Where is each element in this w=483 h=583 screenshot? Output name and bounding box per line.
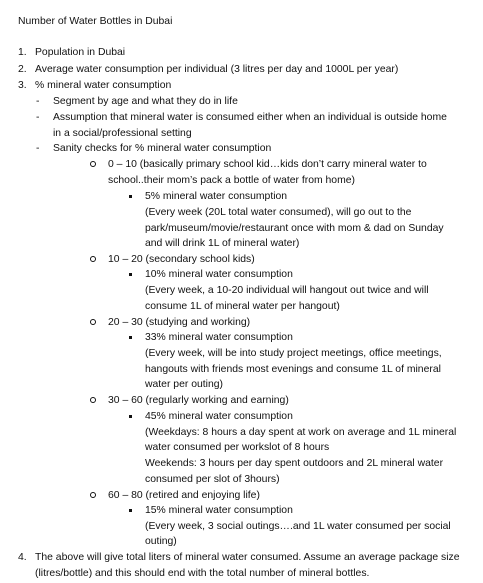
segment-detail: 45% mineral water consumption	[145, 411, 293, 422]
segment-head: 20 – 30 (studying and working)	[108, 317, 251, 328]
sub-item: Segment by age and what they do in life	[53, 96, 238, 107]
square-bullet-icon	[129, 336, 132, 339]
list-item-cont: (litres/bottle) and this should end with the total number of mineral bottles.	[35, 568, 370, 579]
square-bullet-icon	[129, 509, 132, 512]
circle-bullet-icon	[90, 397, 96, 403]
segment-detail: 33% mineral water consumption	[145, 332, 293, 343]
segment-detail-line: (Every week, 3 social outings….and 1L water consumed per social	[145, 521, 451, 532]
segment-head: 30 – 60 (regularly working and earning)	[108, 395, 289, 406]
square-bullet-icon	[129, 195, 132, 198]
segment-detail-line: (Weekdays: 8 hours a day spent at work on average and 1L mineral	[145, 427, 457, 438]
sub-item: Assumption that mineral water is consumed either when an individual is outside home	[53, 112, 447, 123]
segment-detail-line: (Every week, a 10-20 individual will hangout out twice and will	[145, 285, 429, 296]
dash-bullet: -	[36, 112, 40, 123]
segment-head: 0 – 10 (basically primary school kid…kids don’t carry mineral water to	[108, 159, 427, 170]
item-number: 2.	[18, 64, 27, 75]
dash-bullet: -	[36, 143, 40, 154]
segment-detail-line: (Every week, will be into study project meetings, office meetings,	[145, 348, 442, 359]
circle-bullet-icon	[90, 256, 96, 262]
segment-detail: 10% mineral water consumption	[145, 269, 293, 280]
list-item: % mineral water consumption	[35, 80, 172, 91]
item-number: 3.	[18, 80, 27, 91]
dash-bullet: -	[36, 96, 40, 107]
item-number: 4.	[18, 552, 27, 563]
segment-detail-line: consumed per slot of 3hours)	[145, 474, 280, 485]
list-item: Average water consumption per individual (3 litres per day and 1000L per year)	[35, 64, 399, 75]
segment-head: 10 – 20 (secondary school kids)	[108, 254, 255, 265]
segment-detail-line: (Every week (20L total water consumed), will go out to the	[145, 207, 412, 218]
segment-detail-line: and will drink 1L of mineral water)	[145, 238, 300, 249]
doc-title: Number of Water Bottles in Dubai	[18, 16, 173, 27]
item-number: 1.	[18, 47, 27, 58]
square-bullet-icon	[129, 273, 132, 276]
segment-detail-line: water per outing)	[145, 379, 223, 390]
circle-bullet-icon	[90, 319, 96, 325]
segment-head: 60 – 80 (retired and enjoying life)	[108, 490, 260, 501]
circle-bullet-icon	[90, 492, 96, 498]
list-item: The above will give total liters of mineral water consumed. Assume an average package size	[35, 552, 460, 563]
sub-item: Sanity checks for % mineral water consumption	[53, 143, 272, 154]
segment-detail-line: outing)	[145, 536, 177, 547]
segment-detail-line: Weekends: 3 hours per day spent outdoors and 2L mineral water	[145, 458, 444, 469]
segment-detail-line: park/museum/movie/restaurant once with mom & dad on Sunday	[145, 223, 444, 234]
segment-head-cont: school..their mom’s pack a bottle of water from home)	[108, 175, 355, 186]
list-item: Population in Dubai	[35, 47, 126, 58]
segment-detail-line: water consumed per workslot of 8 hours	[145, 442, 330, 453]
segment-detail-line: hangouts with friends most evenings and consume 1L of mineral	[145, 364, 441, 375]
segment-detail: 15% mineral water consumption	[145, 505, 293, 516]
circle-bullet-icon	[90, 161, 96, 167]
segment-detail-line: consume 1L of mineral water per hangout)	[145, 301, 340, 312]
square-bullet-icon	[129, 415, 132, 418]
sub-item-cont: in a social/professional setting	[53, 128, 192, 139]
segment-detail: 5% mineral water consumption	[145, 191, 288, 202]
